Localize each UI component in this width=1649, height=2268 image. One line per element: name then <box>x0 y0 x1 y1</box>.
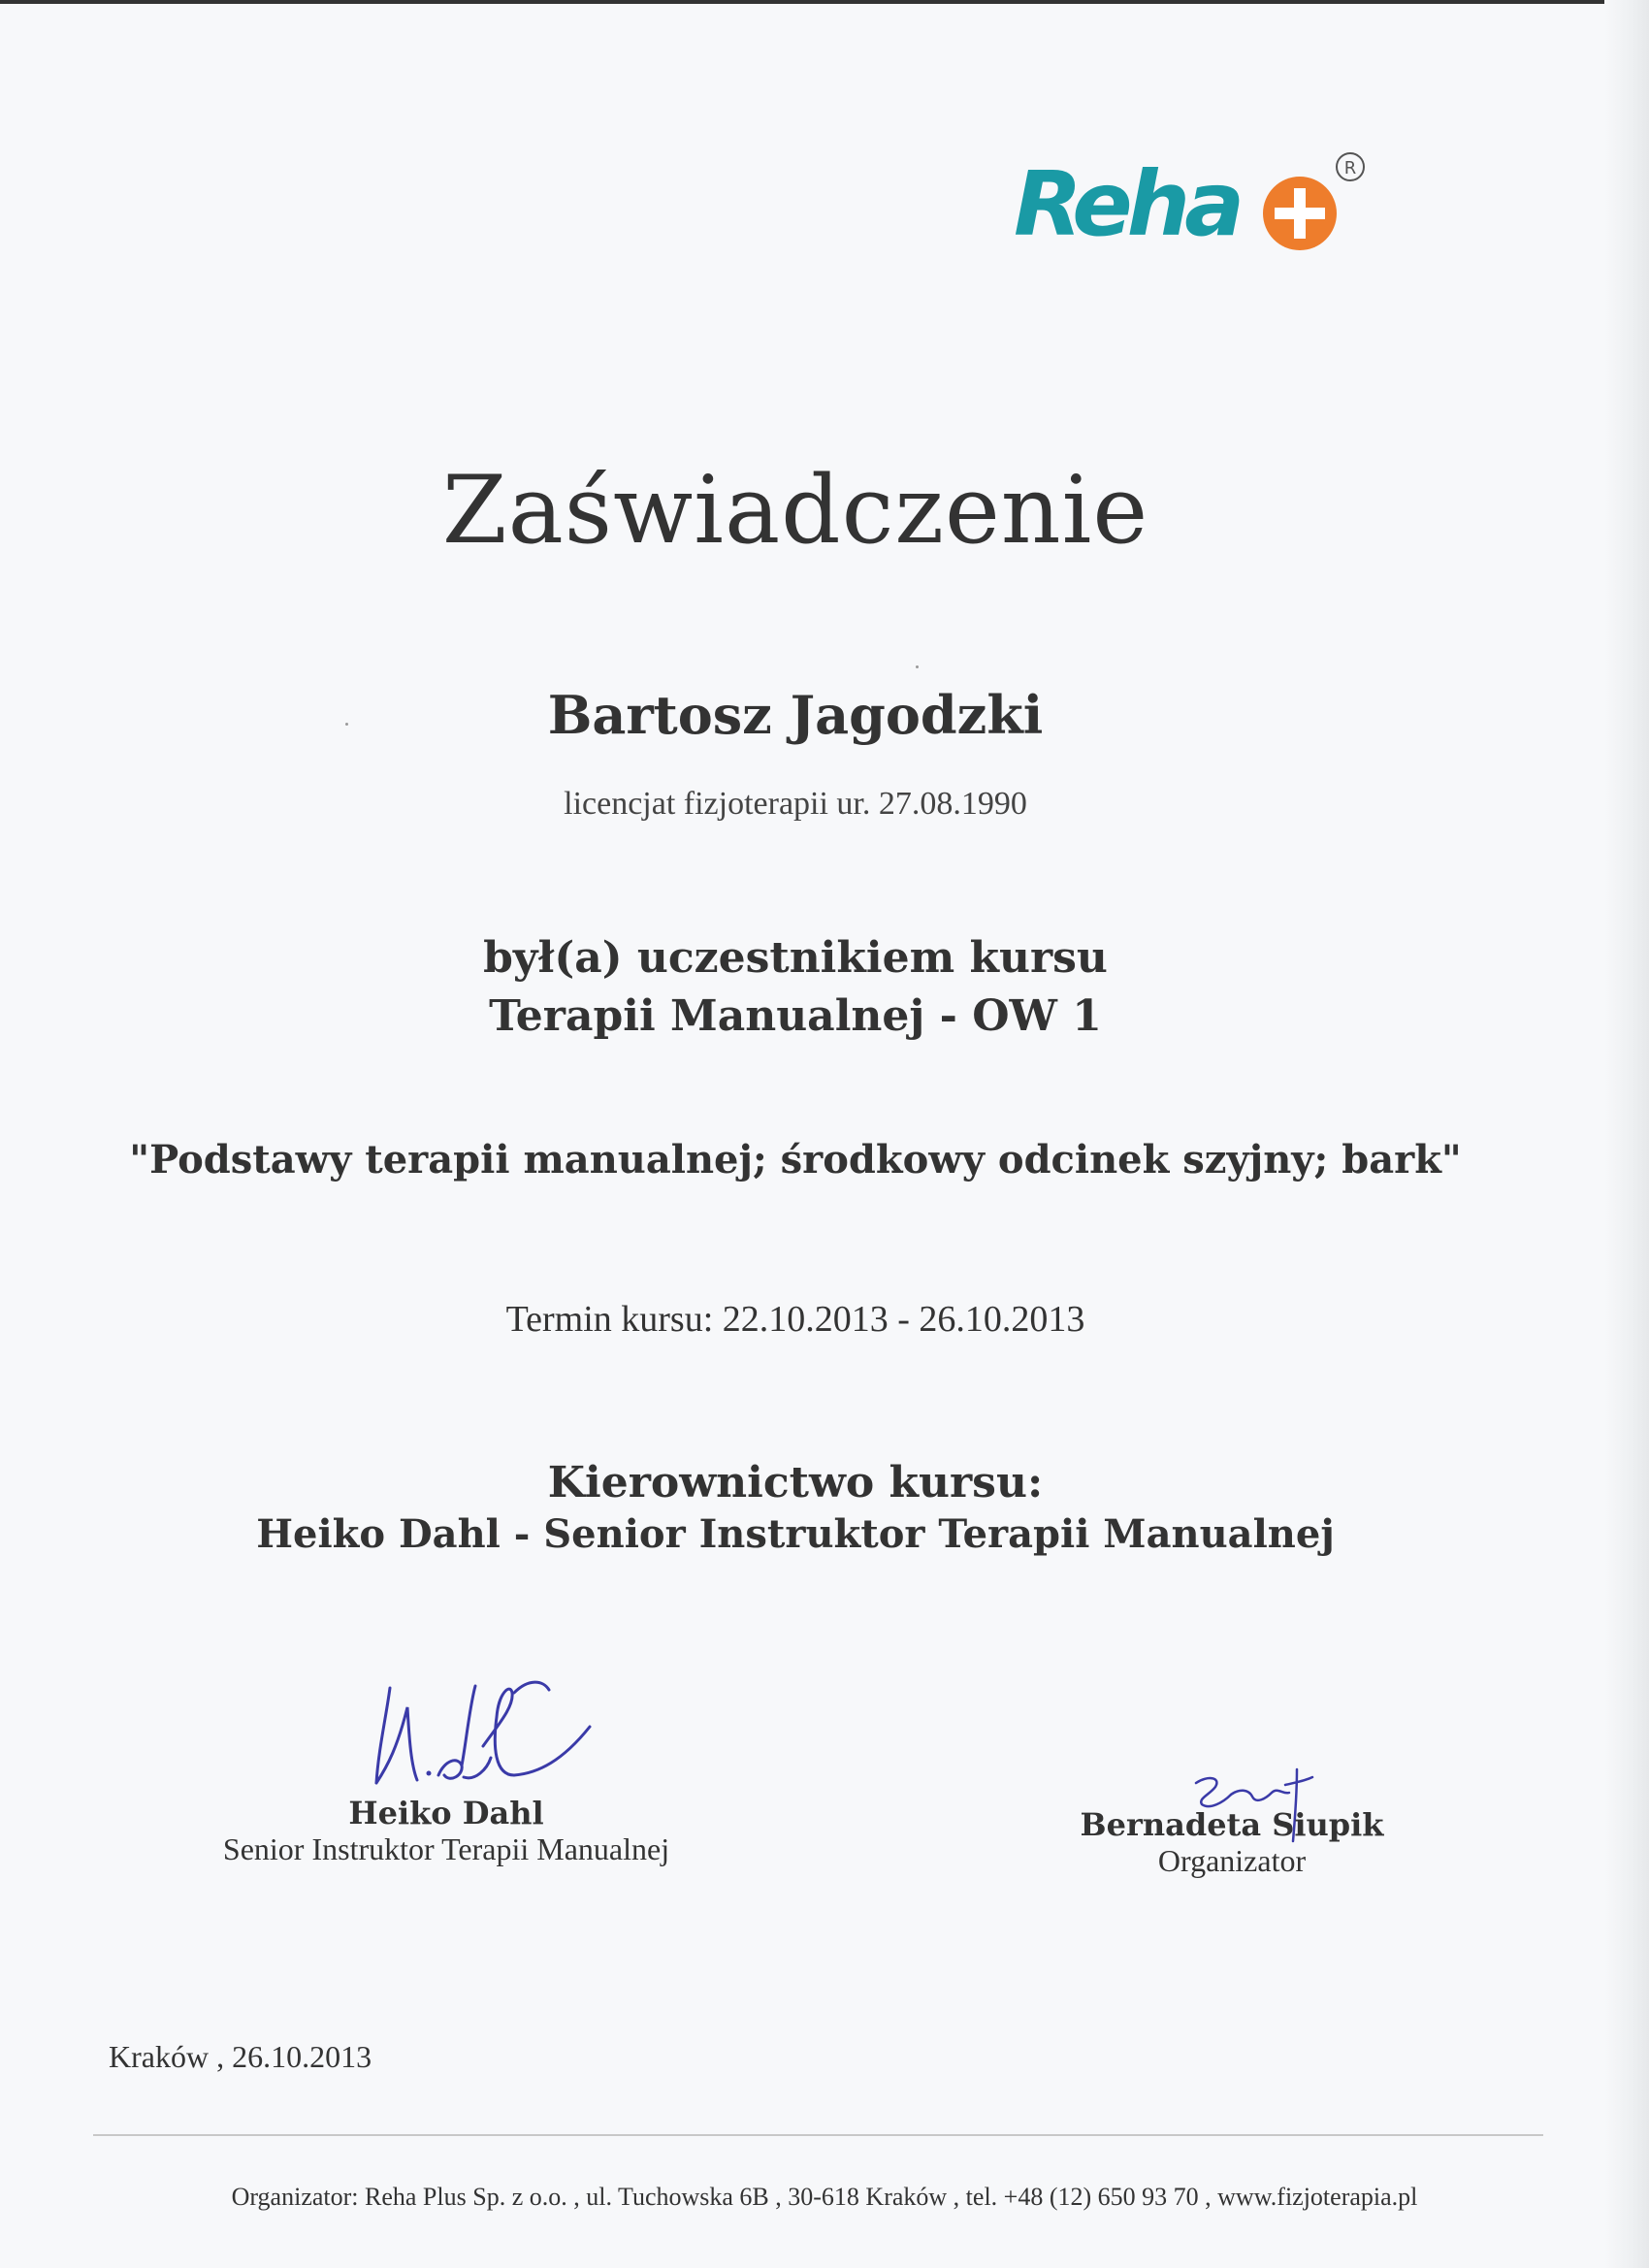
participant-degree: licencjat fizjoterapii ur. 27.08.1990 <box>564 786 1027 822</box>
signature-block-right <box>1077 1806 1387 1879</box>
scan-speck <box>916 665 919 668</box>
participant-name: Bartosz Jagodzki <box>547 684 1044 746</box>
scan-right-edge <box>1604 0 1649 2268</box>
logo-text: Reha <box>1014 152 1240 252</box>
signer-name-left: Heiko Dahl <box>348 1795 544 1831</box>
course-term: Termin kursu: 22.10.2013 - 26.10.2013 <box>505 1299 1085 1340</box>
signer-role-right: Organizator <box>1157 1843 1307 1878</box>
svg-text:R: R <box>1343 158 1357 178</box>
scan-speck <box>345 723 348 726</box>
direction-value: Heiko Dahl - Senior Instruktor Terapii Manualnej <box>256 1511 1335 1557</box>
course-line-1: był(a) uczestnikiem kursu <box>483 933 1108 983</box>
certificate-title: Zaświadczenie <box>441 456 1149 565</box>
signer-role-left: Senior Instruktor Terapii Manualnej <box>222 1831 670 1866</box>
signature-block-left <box>184 1795 708 1867</box>
footer-divider <box>93 2134 1543 2136</box>
course-subtitle: "Podstawy terapii manualnej; środkowy odcinek szyjny; bark" <box>129 1137 1462 1183</box>
footer-organizer: Organizator: Reha Plus Sp. z o.o. , ul. Tuchowska 6B , 30-618 Kraków , tel. +48 (12) 650 93 70 , www.fizjoterapia.pl <box>231 2183 1418 2211</box>
place-and-date: Kraków , 26.10.2013 <box>109 2039 372 2074</box>
reha-plus-logo <box>1009 146 1377 252</box>
direction-label: Kierownictwo kursu: <box>547 1458 1044 1507</box>
scan-top-edge <box>0 0 1649 4</box>
signer-name-right: Bernadeta Siupik <box>1080 1806 1384 1843</box>
course-line-2: Terapii Manualnej - OW 1 <box>489 991 1102 1041</box>
signature-heiko-dahl <box>369 1669 601 1795</box>
